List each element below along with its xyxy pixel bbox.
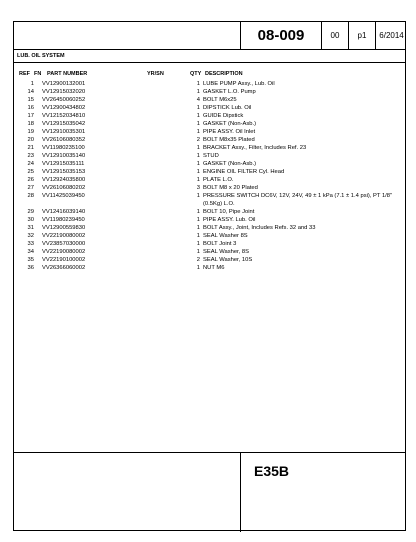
row-fn: 18 bbox=[27, 121, 34, 127]
row-description: BOLT 10, Pipe Joint bbox=[203, 209, 255, 215]
row-description: PRESSURE SWITCH DC6V, 12V, 24V, 49 ± 1 kPa (7.1 ± 1.4 psi), PT 1/8" (0.5Kg) L.O. bbox=[203, 193, 393, 207]
row-description: PLATE L.O. bbox=[203, 177, 234, 183]
row-part-number: VV12900434802 bbox=[42, 105, 86, 111]
col-header-ref: REF bbox=[19, 71, 30, 77]
row-description: GASKET L.O. Pump bbox=[203, 89, 256, 95]
table-row bbox=[14, 232, 405, 240]
table-row bbox=[14, 216, 405, 224]
row-qty: 1 bbox=[196, 153, 200, 159]
section-title: LUB. OIL SYSTEM bbox=[17, 53, 65, 59]
col-header-yr-sn: YR/SN bbox=[147, 71, 164, 77]
row-description: PIPE ASSY. Lub. Oil bbox=[203, 217, 256, 223]
row-part-number: VV12924035800 bbox=[42, 177, 86, 183]
row-fn: 15 bbox=[27, 97, 34, 103]
row-part-number: VV12910035301 bbox=[42, 129, 86, 135]
row-description: ENGINE OIL FILTER Cyl. Head bbox=[203, 169, 285, 175]
row-part-number: VV12915035111 bbox=[42, 161, 85, 167]
parts-list-page bbox=[13, 21, 406, 531]
row-part-number: VV12915032020 bbox=[42, 89, 86, 95]
row-part-number: VV12910035140 bbox=[42, 153, 86, 159]
row-fn: 24 bbox=[27, 161, 34, 167]
row-part-number: VV11980239450 bbox=[42, 217, 85, 223]
row-qty: 1 bbox=[196, 241, 200, 247]
table-row bbox=[14, 160, 405, 168]
row-part-number: VV12900132001 bbox=[42, 81, 86, 87]
table-row bbox=[14, 264, 405, 272]
row-part-number: VV12900559830 bbox=[42, 225, 86, 231]
row-fn: 25 bbox=[27, 169, 34, 175]
row-qty: 1 bbox=[196, 161, 200, 167]
table-row bbox=[14, 112, 405, 120]
table-row bbox=[14, 208, 405, 216]
table-row bbox=[14, 168, 405, 176]
parts-table bbox=[14, 80, 405, 272]
table-row bbox=[14, 88, 405, 96]
row-qty: 1 bbox=[196, 225, 200, 231]
row-fn: 36 bbox=[27, 265, 34, 271]
revision-number: 00 bbox=[330, 31, 340, 40]
row-part-number: VV12915035153 bbox=[42, 169, 86, 175]
document-number: 08-009 bbox=[257, 27, 305, 44]
table-row bbox=[14, 80, 405, 88]
row-qty: 1 bbox=[196, 145, 200, 151]
row-qty: 1 bbox=[196, 121, 200, 127]
row-fn: 1 bbox=[30, 81, 34, 87]
col-header-part-number: PART NUMBER bbox=[47, 71, 88, 77]
table-row bbox=[14, 184, 405, 192]
revision-cell bbox=[321, 22, 348, 49]
row-part-number: VV26106080352 bbox=[42, 137, 86, 143]
row-part-number: VV12152034810 bbox=[42, 113, 86, 119]
table-row bbox=[14, 144, 405, 152]
row-qty: 1 bbox=[196, 249, 200, 255]
row-qty: 1 bbox=[196, 177, 200, 183]
row-description: BOLT Assy., Joint, Includes Refs. 32 and 33 bbox=[203, 225, 316, 231]
row-description: SEAL Washer, 10S bbox=[203, 257, 253, 263]
row-part-number: VV11425039450 bbox=[42, 193, 85, 199]
row-description: GASKET (Non-Asb.) bbox=[203, 121, 257, 127]
footer-block bbox=[14, 452, 405, 532]
doc-number-cell bbox=[240, 22, 321, 49]
page-number: p1 bbox=[357, 31, 367, 40]
row-fn: 17 bbox=[27, 113, 34, 119]
row-qty: 1 bbox=[196, 81, 200, 87]
row-fn: 21 bbox=[27, 145, 34, 151]
row-fn: 31 bbox=[27, 225, 34, 231]
row-description: LUBE PUMP Assy., Lub. Oil bbox=[203, 81, 275, 87]
document-date: 6/2014 bbox=[379, 31, 404, 40]
document-header bbox=[14, 22, 405, 49]
row-qty: 2 bbox=[196, 257, 200, 263]
illustration-code: E35B bbox=[254, 463, 290, 479]
row-part-number: VV22190080002 bbox=[42, 249, 86, 255]
col-header-fn: FN bbox=[34, 71, 42, 77]
row-description: SEAL Washer 8S bbox=[203, 233, 248, 239]
row-fn: 14 bbox=[27, 89, 34, 95]
row-fn: 19 bbox=[27, 129, 34, 135]
row-fn: 16 bbox=[27, 105, 34, 111]
row-description: GASKET (Non-Asb.) bbox=[203, 161, 257, 167]
row-qty: 1 bbox=[196, 129, 200, 135]
row-description: DIPSTICK Lub. Oil bbox=[203, 105, 252, 111]
row-description: BOLT M6x25 bbox=[203, 97, 237, 103]
row-qty: 1 bbox=[196, 89, 200, 95]
row-qty: 1 bbox=[196, 105, 200, 111]
row-qty: 4 bbox=[196, 97, 200, 103]
header-divider bbox=[14, 49, 405, 50]
row-description: BOLT M8x35 Plated bbox=[203, 137, 255, 143]
row-qty: 1 bbox=[196, 233, 200, 239]
row-description: BOLT Joint 3 bbox=[203, 241, 237, 247]
date-cell bbox=[375, 22, 407, 49]
row-qty: 2 bbox=[196, 137, 200, 143]
row-fn: 29 bbox=[27, 209, 34, 215]
col-header-qty: QTY bbox=[190, 71, 202, 77]
row-qty: 1 bbox=[196, 193, 200, 199]
col-header-description: DESCRIPTION bbox=[205, 71, 243, 77]
row-fn: 23 bbox=[27, 153, 34, 159]
row-part-number: VV23857030000 bbox=[42, 241, 86, 247]
row-fn: 34 bbox=[27, 249, 34, 255]
row-part-number: VV12416039140 bbox=[42, 209, 86, 215]
row-fn: 33 bbox=[27, 241, 34, 247]
table-row bbox=[14, 96, 405, 104]
row-part-number: VV11980235100 bbox=[42, 145, 85, 151]
row-description: NUT M6 bbox=[203, 265, 225, 271]
row-fn: 20 bbox=[27, 137, 34, 143]
section-divider bbox=[14, 62, 405, 63]
row-description: GUIDE Dipstick bbox=[203, 113, 244, 119]
row-part-number: VV26106080202 bbox=[42, 185, 86, 191]
footer-divider bbox=[240, 453, 241, 532]
row-description: BRACKET Assy., Filter, Includes Ref. 23 bbox=[203, 145, 307, 151]
row-fn: 27 bbox=[27, 185, 34, 191]
table-row bbox=[14, 248, 405, 256]
row-part-number: VV12915035042 bbox=[42, 121, 86, 127]
table-row bbox=[14, 152, 405, 160]
row-fn: 26 bbox=[27, 177, 34, 183]
row-description: PIPE ASSY. Oil Inlet bbox=[203, 129, 256, 135]
table-row bbox=[14, 192, 405, 208]
table-row bbox=[14, 120, 405, 128]
table-row bbox=[14, 224, 405, 232]
row-description: SEAL Washer, 8S bbox=[203, 249, 249, 255]
row-qty: 1 bbox=[196, 265, 200, 271]
row-fn: 32 bbox=[27, 233, 34, 239]
row-qty: 3 bbox=[196, 185, 200, 191]
row-qty: 1 bbox=[196, 169, 200, 175]
row-fn: 28 bbox=[27, 193, 34, 199]
row-part-number: VV22190100002 bbox=[42, 257, 86, 263]
row-qty: 1 bbox=[196, 209, 200, 215]
row-part-number: VV26450060252 bbox=[42, 97, 86, 103]
table-row bbox=[14, 104, 405, 112]
page-cell bbox=[348, 22, 375, 49]
row-fn: 35 bbox=[27, 257, 34, 263]
row-qty: 1 bbox=[196, 217, 200, 223]
row-description: BOLT M8 x 20 Plated bbox=[203, 185, 258, 191]
row-description: STUD bbox=[203, 153, 219, 159]
table-row bbox=[14, 176, 405, 184]
row-fn: 30 bbox=[27, 217, 34, 223]
table-row bbox=[14, 240, 405, 248]
row-qty: 1 bbox=[196, 113, 200, 119]
table-row bbox=[14, 128, 405, 136]
table-row bbox=[14, 136, 405, 144]
row-part-number: VV26366060002 bbox=[42, 265, 86, 271]
table-row bbox=[14, 256, 405, 264]
row-part-number: VV22190080002 bbox=[42, 233, 86, 239]
